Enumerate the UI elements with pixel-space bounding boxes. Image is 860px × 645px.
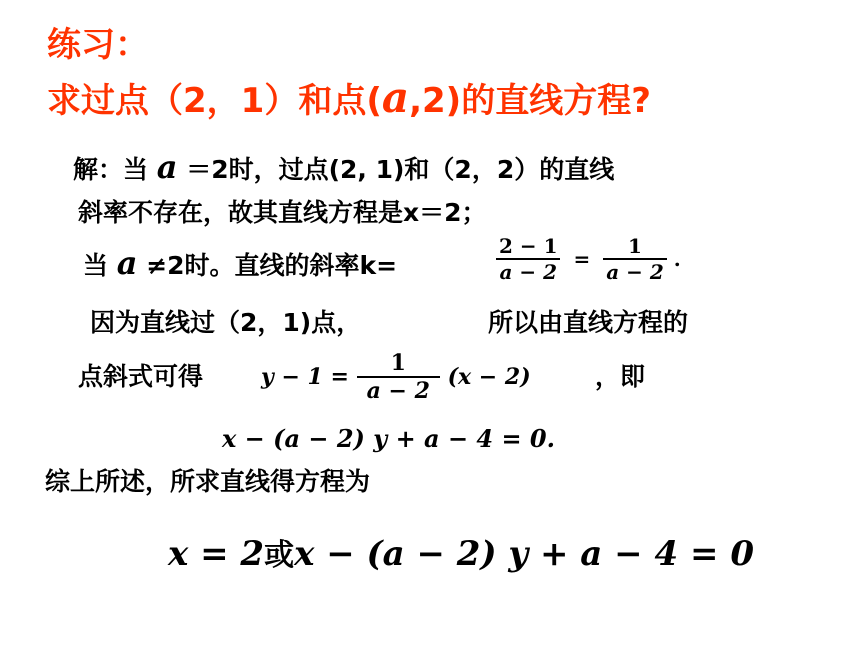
solution-line-5b: ，即 [595,362,646,391]
equation-rhs: (x − 2) [447,364,531,390]
fraction-denominator: a − 2 [496,258,560,284]
final-answer-case-2: x − (a − 2) y + a − 4 = 0 [294,534,754,574]
variable-a: a [381,73,410,122]
slope-fraction-1 [496,234,561,284]
solution-prefix: 解：当 [73,155,149,184]
equals-sign: = [573,247,591,271]
problem-text-end: ,2)的直线方程? [409,81,651,121]
case-2-slope-text: ≠2时。直线的斜率k= [146,251,398,280]
solution-line-4a: 因为直线过（2，1)点， [90,308,362,337]
variable-a: a [156,148,178,186]
summary-text: 综上所述，所求直线得方程为 [45,467,371,496]
or-word: 或 [264,538,295,573]
fraction-numerator: 1 [628,234,642,258]
final-answer-case-1: x = 2 [168,534,265,574]
slope-fraction-2 [603,234,667,284]
problem-statement [47,73,651,122]
fraction-denominator: a − 2 [603,258,667,284]
problem-text-start: 求过点（2，1）和点( [47,81,382,121]
point-slope-fraction [357,350,440,404]
exercise-label: 练习： [47,25,149,65]
fraction-numerator: 1 [390,350,406,376]
general-form-equation: x − (a − 2) y + a − 4 = 0. [222,424,555,453]
point-slope-equation [261,350,531,404]
case-2-prefix: 当 [83,251,109,280]
final-answer [168,530,754,574]
fraction-numerator: 2 − 1 [499,234,558,258]
solution-line-5a: 点斜式可得 [78,362,204,391]
slope-formula [496,234,681,284]
solution-line-2: 斜率不存在，故其直线方程是x＝2； [78,198,487,227]
solution-line-3 [83,244,398,282]
variable-a: a [116,244,138,282]
fraction-denominator: a − 2 [357,376,440,404]
equation-lhs: y − 1 = [261,364,349,390]
solution-line-4b: 所以由直线方程的 [488,308,689,337]
period: . [673,247,681,271]
solution-line-1 [73,148,615,186]
solution-case-1: ＝2时，过点(2, 1)和（2，2）的直线 [186,155,615,184]
